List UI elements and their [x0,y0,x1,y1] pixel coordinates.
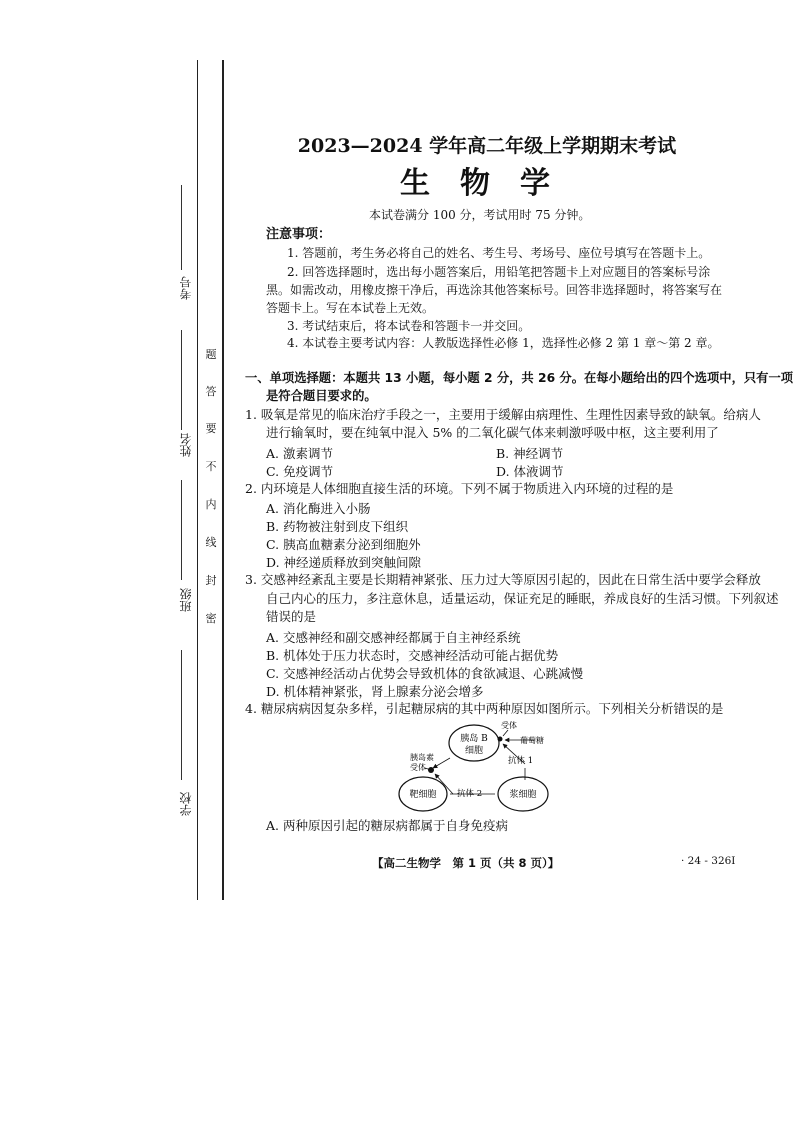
exam-code: · 24 - 326I [681,855,736,867]
q3-stem-1: 3. 交感神经紊乱主要是长期精神紧张、压力过大等原因引起的，因此在日常生活中要学会释放 [245,572,761,587]
section1-line2: 是符合题目要求的。 [266,389,377,403]
seal-char-da: 答 [205,385,217,398]
receptor-label: 受体 [501,721,517,730]
target-cell-label: 靶细胞 [409,790,437,800]
notice-line-2: 2. 回答选择题时，选出每小题答案后，用铅笔把答题卡上对应题目的答案标号涂 [287,265,711,279]
name-label: 姓名 [179,433,193,457]
q3-option-a: A. 交感神经和副交感神经都属于自主神经系统 [266,630,521,645]
islet-receptor [498,737,503,742]
q3-option-d: D. 机体精神紧张，肾上腺素分泌会增多 [266,684,484,699]
antibody1-label: 抗体 1 [508,756,534,766]
q1-stem-2: 进行输氧时，要在纯氧中混入 5% 的二氧化碳气体来刺激呼吸中枢，这主要利用了 [266,425,719,440]
school-fill-line [181,650,182,780]
page-footer: 【高二生物学 第 1 页（共 8 页）】 [372,856,560,870]
q1-option-d: D. 体液调节 [496,464,564,479]
q3-option-c: C. 交感神经活动占优势会导致机体的食欲减退、心跳减慢 [266,666,584,681]
q1-option-a: A. 激素调节 [266,446,333,461]
q4-stem: 4. 糖尿病病因复杂多样，引起糖尿病的其中两种原因如图所示。下列相关分析错误的是 [245,701,724,716]
class-label: 班级 [179,588,193,612]
insulin-receptor-label-1: 胰岛素 [410,753,434,762]
notice-line-6: 4. 本试卷主要考试内容：人教版选择性必修 1，选择性必修 2 第 1 章～第 2 章。 [287,336,720,350]
info-line: 本试卷满分 100 分，考试用时 75 分钟。 [369,208,591,222]
notice-line-5: 3. 考试结束后，将本试卷和答题卡一并交回。 [287,319,531,333]
q1-stem-1: 1. 吸氧是常见的临床治疗手段之一，主要用于缓解由病理性、生理性因素导致的缺氧。给病人 [245,407,761,422]
q4-option-a: A. 两种原因引起的糖尿病都属于自身免疫病 [266,818,508,833]
islet-b-cell-label-2: 细胞 [464,746,484,756]
seal-char-yao: 要 [205,422,217,435]
exam-title: 2023—2024 学年高二年级上学期期末考试 [297,135,677,157]
q2-option-d: D. 神经递质释放到突触间隙 [266,555,422,570]
class-fill-line [181,480,182,580]
subject-title: 生 物 学 [400,166,550,201]
seal-char-mi: 密 [205,612,217,625]
notice-line-1: 1. 答题前，考生务必将自己的姓名、考生号、考场号、座位号填写在答题卡上。 [287,246,711,260]
q2-stem: 2. 内环境是人体细胞直接生活的环境。下列不属于物质进入内环境的过程的是 [245,481,674,496]
q4-diabetes-diagram [395,716,585,826]
q3-stem-3: 错误的是 [266,609,317,624]
name-fill-line [181,330,182,430]
seal-char-xian: 线 [205,536,217,549]
q2-option-c: C. 胰高血糖素分泌到细胞外 [266,537,421,552]
notice-line-3: 黑。如需改动，用橡皮擦干净后，再选涂其他答案标号。回答非选择题时，将答案写在 [266,283,723,297]
q2-option-a: A. 消化酶进入小肠 [266,501,371,516]
seal-char-nei: 内 [205,498,217,511]
q3-stem-2: 自己内心的压力，多注意休息，适量运动，保证充足的睡眠，养成良好的生活习惯。下列叙述 [266,591,779,606]
notice-heading: 注意事项： [266,227,332,242]
seal-char-bu: 不 [205,460,217,473]
q3-option-b: B. 机体处于压力状态时，交感神经活动可能占据优势 [266,648,559,663]
islet-b-cell-label-1: 胰岛 B [460,734,488,744]
insulin-receptor-label-2: 受体 [410,763,426,772]
seal-char-ti: 题 [205,348,217,361]
section1-line1: 一、单项选择题：本题共 13 小题，每小题 2 分，共 26 分。在每小题给出的四个选项中，只有一项 [245,371,794,385]
q2-option-b: B. 药物被注射到皮下组织 [266,519,409,534]
q1-option-c: C. 免疫调节 [266,464,334,479]
glucose-label: 葡萄糖 [520,736,544,745]
antibody2-label: 抗体 2 [457,789,483,799]
q1-option-b: B. 神经调节 [496,446,564,461]
seal-char-feng: 封 [205,574,217,587]
plasma-cell-label: 浆细胞 [509,790,537,800]
exam-no-label: 考号 [179,276,193,300]
school-label: 学校 [179,792,193,816]
notice-line-4: 答题卡上。写在本试卷上无效。 [266,301,435,315]
